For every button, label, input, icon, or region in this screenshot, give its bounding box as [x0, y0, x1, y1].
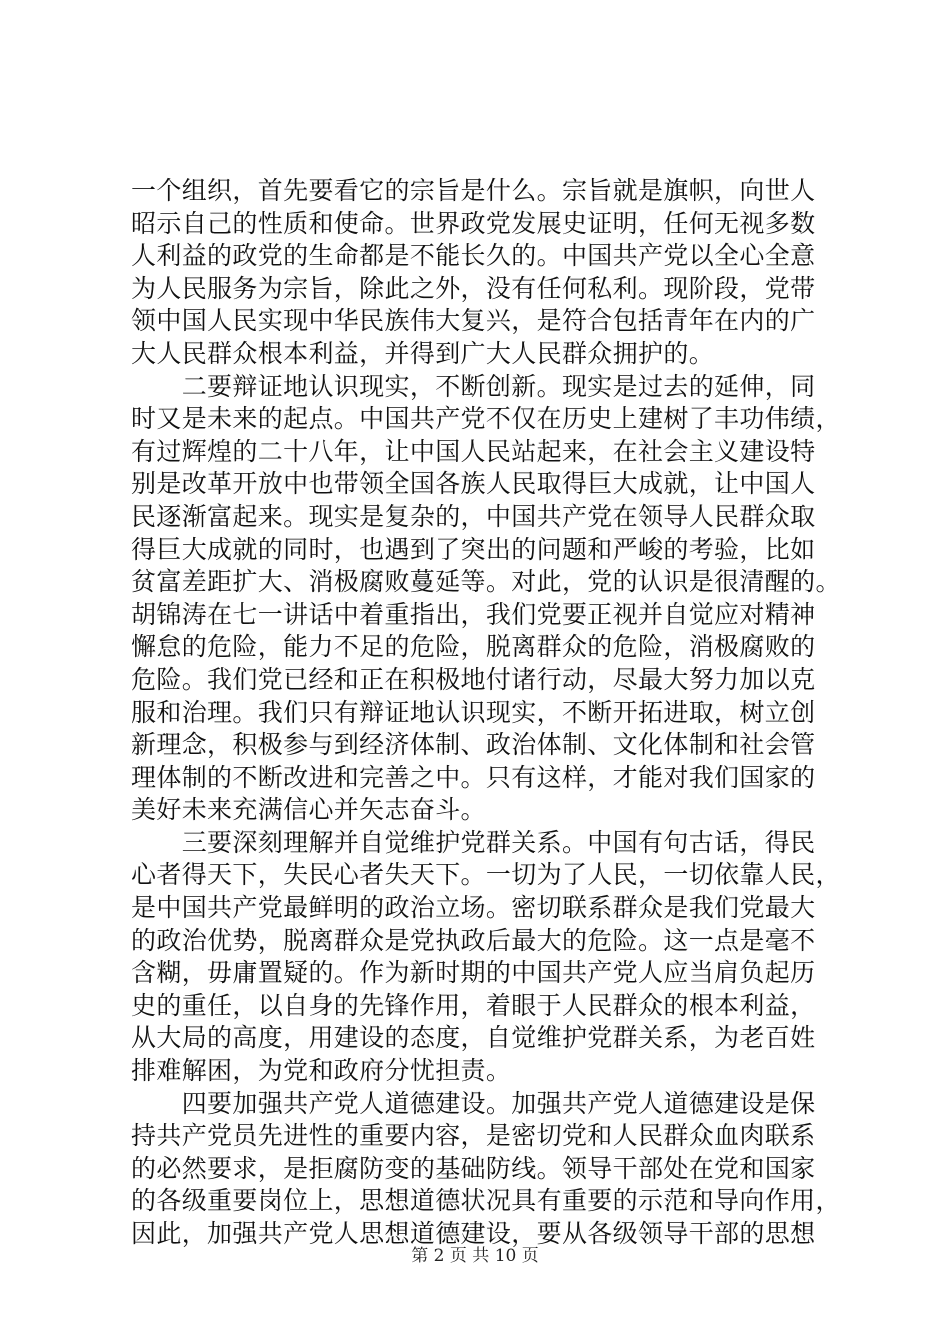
text-line: 持共产党员先进性的重要内容，是密切党和人民群众血肉联系 [131, 1121, 816, 1151]
text-line: 排难解困，为党和政府分忧担责。 [131, 1056, 512, 1086]
text-line: 民逐渐富起来。现实是复杂的，中国共产党在领导人民群众取 [131, 501, 816, 531]
text-line: 的必然要求，是拒腐防变的基础防线。领导干部处在党和国家 [131, 1153, 816, 1183]
page-number: 第 2 页 共 10 页 [411, 1246, 539, 1266]
text-line: 得巨大成就的同时，也遇到了突出的问题和严峻的考验，比如 [131, 534, 816, 564]
text-line: 三要深刻理解并自觉维护党群关系。中国有句古话，得民 [131, 827, 816, 857]
page-footer [0, 1244, 950, 1268]
text-line: 史的重任，以自身的先锋作用，着眼于人民群众的根本利益， [131, 990, 816, 1020]
text-line: 懈怠的危险，能力不足的危险，脱离群众的危险，消极腐败的 [131, 632, 816, 662]
document-body [131, 175, 841, 1251]
text-line: 二要辩证地认识现实，不断创新。现实是过去的延伸，同 [131, 371, 816, 401]
text-line: 贫富差距扩大、消极腐败蔓延等。对此，党的认识是很清醒的。 [131, 567, 841, 597]
text-line: 有过辉煌的二十八年，让中国人民站起来，在社会主义建设特 [131, 436, 816, 466]
text-line: 的政治优势，脱离群众是党执政后最大的危险。这一点是毫不 [131, 925, 816, 955]
text-line: 新理念，积极参与到经济体制、政治体制、文化体制和社会管 [131, 730, 816, 760]
text-line: 大人民群众根本利益，并得到广大人民群众拥护的。 [131, 338, 715, 368]
text-line: 四要加强共产党人道德建设。加强共产党人道德建设是保 [131, 1088, 816, 1118]
text-line: 别是改革开放中也带领全国各族人民取得巨大成就，让中国人 [131, 469, 816, 499]
text-line: 危险。我们党已经和正在积极地付诸行动，尽最大努力加以克 [131, 664, 816, 694]
text-line: 美好未来充满信心并矢志奋斗。 [131, 795, 486, 825]
text-line: 因此，加强共产党人思想道德建设，要从各级领导干部的思想 [131, 1219, 816, 1248]
text-line: 为人民服务为宗旨，除此之外，没有任何私利。现阶段，党带 [131, 273, 816, 303]
text-line: 的各级重要岗位上，思想道德状况具有重要的示范和导向作用， [131, 1186, 841, 1216]
text-line: 从大局的高度，用建设的态度，自觉维护党群关系，为老百姓 [131, 1023, 816, 1053]
text-line: 含糊，毋庸置疑的。作为新时期的中国共产党人应当肩负起历 [131, 958, 816, 988]
text-line: 一个组织，首先要看它的宗旨是什么。宗旨就是旗帜，向世人 [131, 176, 816, 205]
text-line: 服和治理。我们只有辩证地认识现实，不断开拓进取，树立创 [131, 697, 816, 727]
text-line: 昭示自己的性质和使命。世界政党发展史证明，任何无视多数 [131, 208, 816, 238]
text-line: 时又是未来的起点。中国共产党不仅在历史上建树了丰功伟绩， [131, 404, 841, 434]
text-line: 胡锦涛在七一讲话中着重指出，我们党要正视并自觉应对精神 [131, 599, 816, 629]
text-line: 理体制的不断改进和完善之中。只有这样，才能对我们国家的 [131, 762, 816, 792]
text-line: 领中国人民实现中华民族伟大复兴，是符合包括青年在内的广 [131, 306, 816, 336]
text-line: 人利益的政党的生命都是不能长久的。中国共产党以全心全意 [131, 241, 816, 271]
text-line: 心者得天下，失民心者失天下。一切为了人民，一切依靠人民， [131, 860, 841, 890]
text-line: 是中国共产党最鲜明的政治立场。密切联系群众是我们党最大 [131, 893, 816, 923]
